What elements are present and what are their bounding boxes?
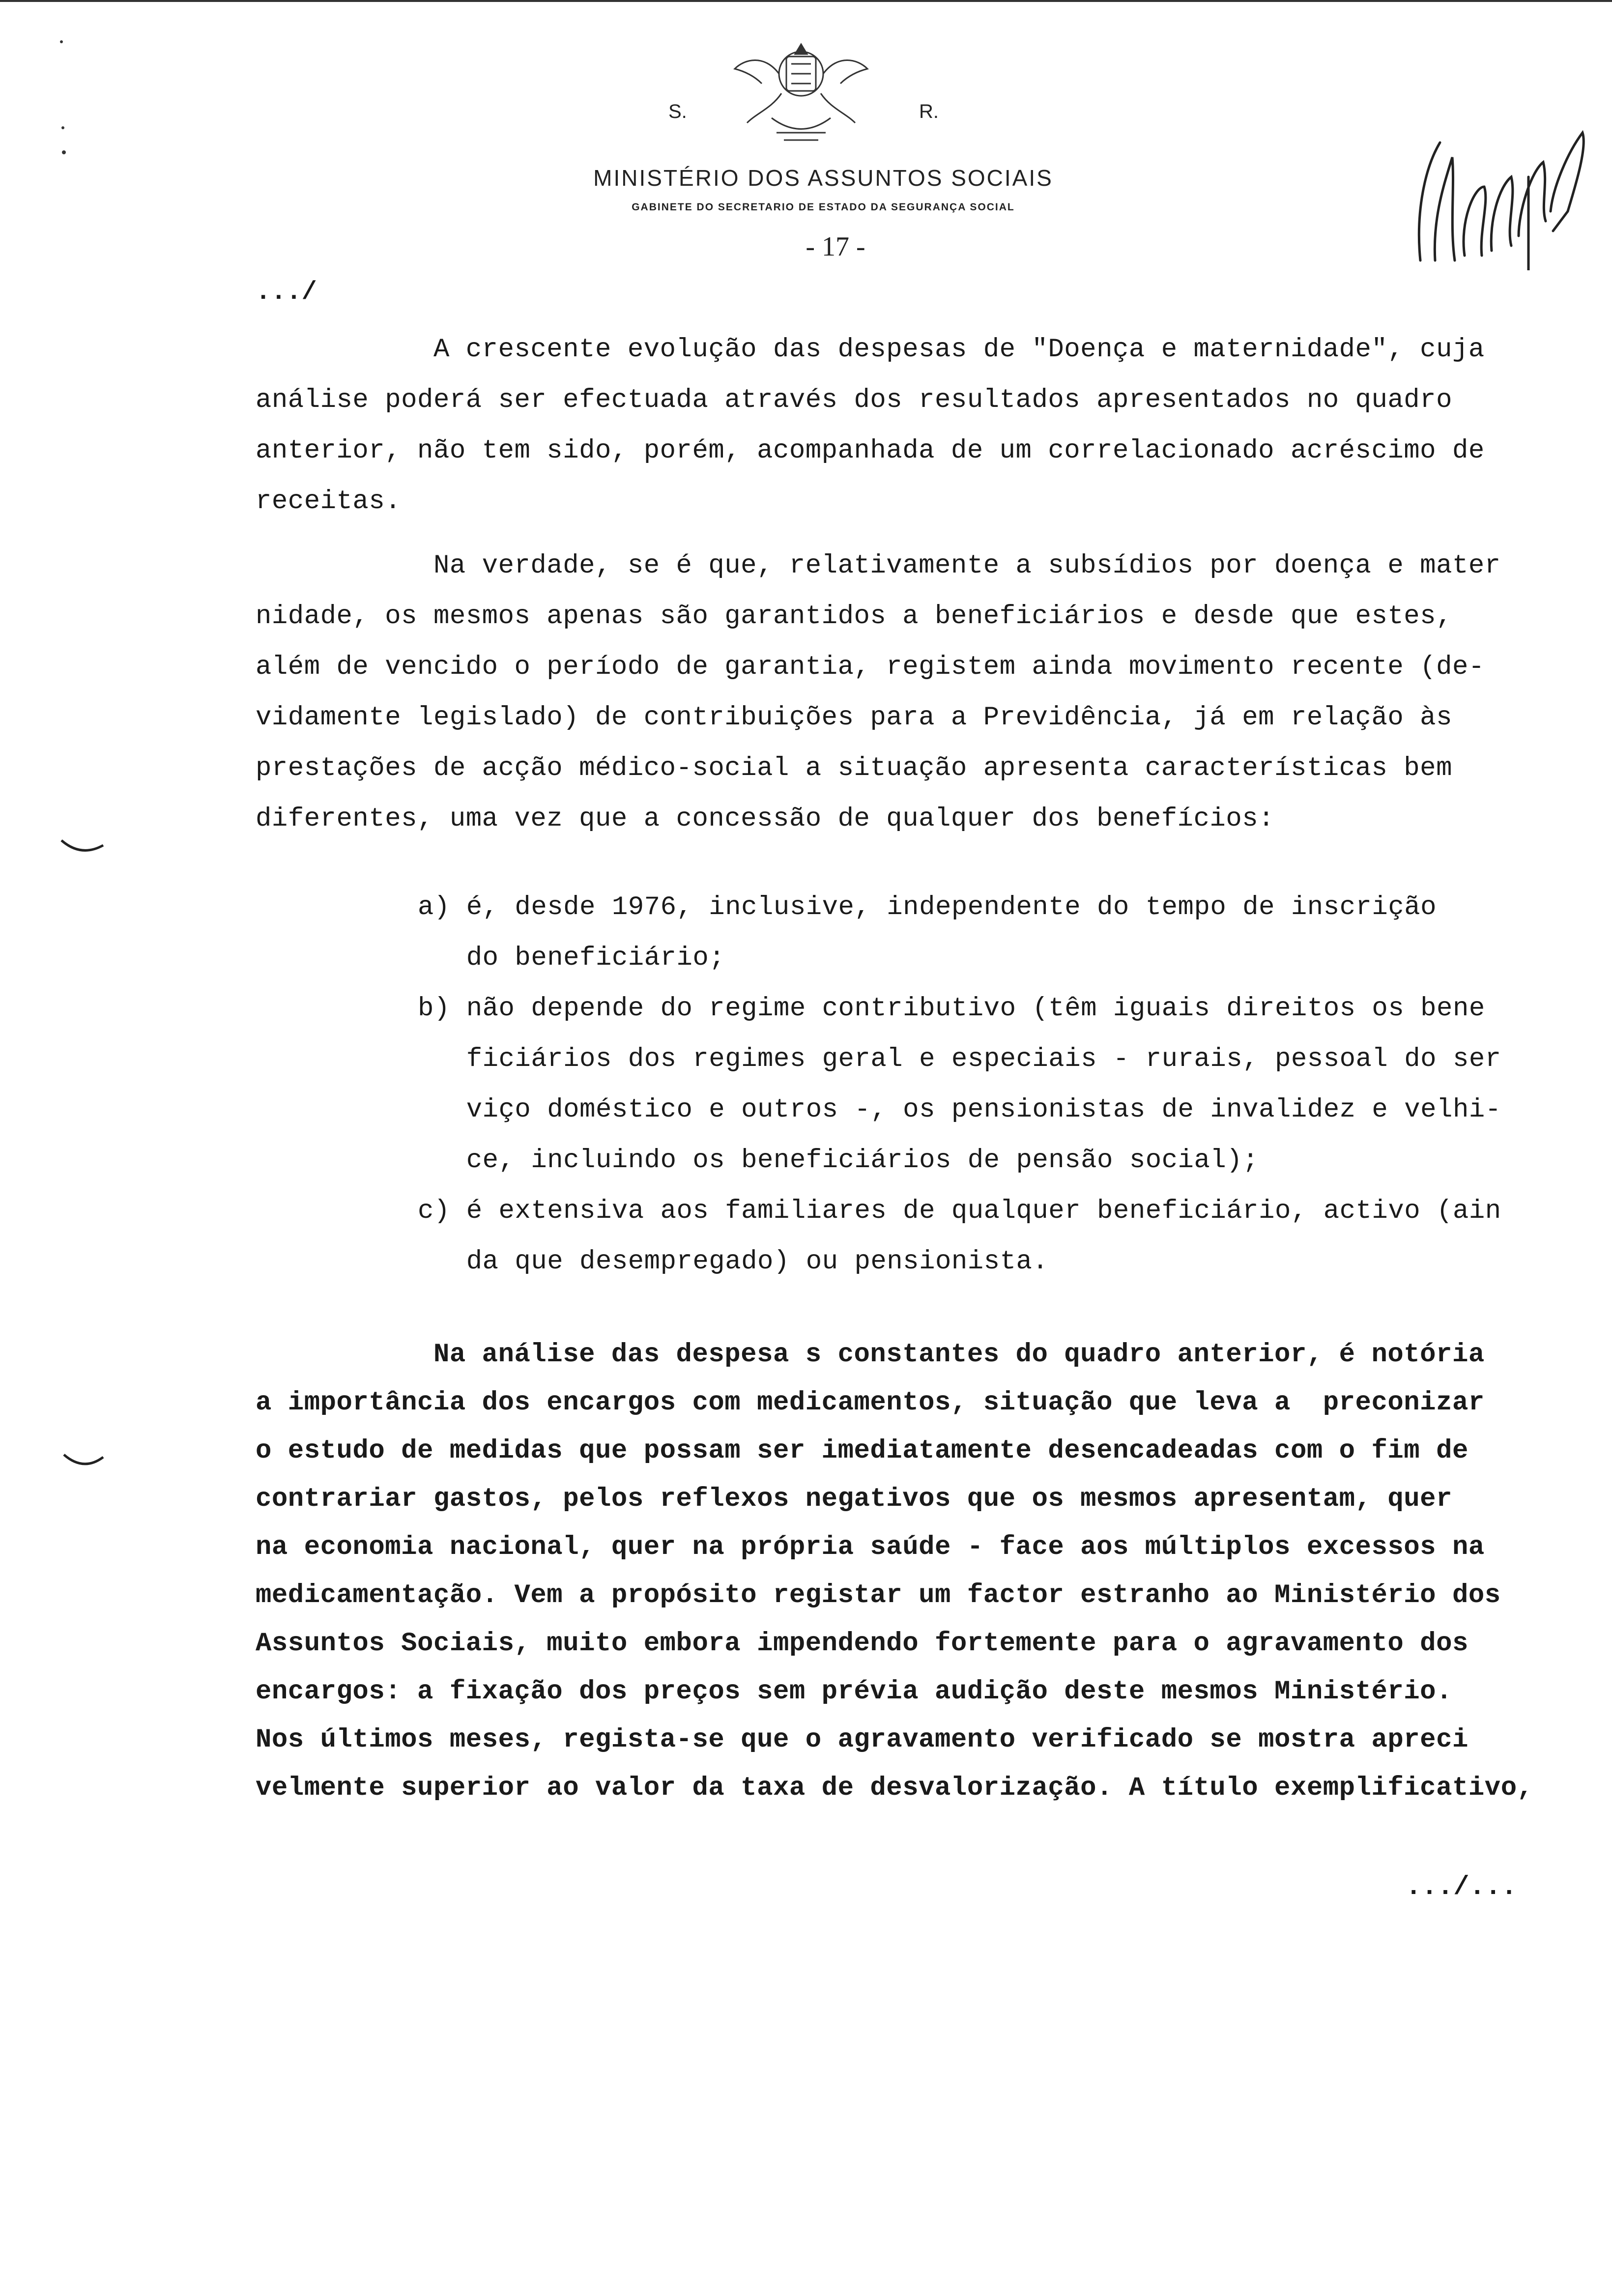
paragraph-2-line: além de vencido o período de garantia, registem ainda movimento recente (de- (256, 652, 1485, 682)
paragraph-3-line: Nos últimos meses, regista-se que o agravamento verificado se mostra apreci (256, 1725, 1468, 1755)
paragraph-3-line: a importância dos encargos com medicamentos, situação que leva a preconizar (256, 1388, 1485, 1418)
list-item-line: do beneficiário; (418, 943, 725, 973)
header-s-label: S. (668, 101, 687, 122)
list-item-line: b) não depende do regime contributivo (têm iguais direitos os bene (418, 994, 1485, 1024)
list-item-line: da que desempregado) ou pensionista. (418, 1247, 1049, 1277)
paragraph-2-line: vidamente legislado) de contribuições para a Previdência, já em relação às (256, 703, 1452, 733)
paragraph-3-line: medicamentação. Vem a propósito registar um factor estranho ao Ministério dos (256, 1580, 1501, 1610)
top-border (0, 0, 1612, 2)
paragraph-3-line: na economia nacional, quer na própria saúde - face aos múltiplos excessos na (256, 1532, 1485, 1562)
paragraph-1-line: anterior, não tem sido, porém, acompanhada de um correlacionado acréscimo de (256, 436, 1485, 466)
paragraph-2-line: Na verdade, se é que, relativamente a subsídios por doença e mater (256, 551, 1501, 581)
paragraph-2-line: nidade, os mesmos apenas são garantidos a beneficiários e desde que estes, (256, 602, 1452, 631)
margin-hole-mark-lower (61, 1445, 115, 1474)
paragraph-3-line: encargos: a fixação dos preços sem prévia audição deste mesmos Ministério. (256, 1677, 1452, 1707)
list-item-line: c) é extensiva aos familiares de qualquer beneficiário, activo (ain (418, 1196, 1501, 1226)
paragraph-2-line: diferentes, uma vez que a concessão de qualquer dos benefícios: (256, 804, 1275, 834)
page-continues-mark: .../... (1406, 1872, 1517, 1902)
paragraph-2-line: prestações de acção médico-social a situação apresenta características bem (256, 753, 1452, 783)
list-item-line: ce, incluindo os beneficiários de pensão social); (418, 1146, 1259, 1176)
gabinete-subtitle: GABINETE DO SECRETARIO DE ESTADO DA SEGURANÇA SOCIAL (632, 201, 1015, 213)
margin-hole-mark-upper (59, 831, 108, 860)
page-number: - 17 - (806, 231, 865, 262)
paragraph-3-line: Na análise das despesa s constantes do quadro anterior, é notória (256, 1340, 1485, 1370)
paragraph-3-line: o estudo de medidas que possam ser imediatamente desencadeadas com o fim de (256, 1436, 1468, 1466)
paragraph-1-line: A crescente evolução das despesas de "Doença e maternidade", cuja (256, 335, 1485, 365)
header-r-label: R. (919, 101, 939, 122)
paragraph-3-line: Assuntos Sociais, muito embora impendendo fortemente para o agravamento dos (256, 1629, 1468, 1659)
list-item-line: ficiários dos regimes geral e especiais - rurais, pessoal do ser (418, 1044, 1501, 1074)
continuation-mark: .../ (256, 278, 317, 307)
margin-specks (59, 39, 69, 187)
paragraph-3-line: contrariar gastos, pelos reflexos negativos que os mesmos apresentam, quer (256, 1484, 1452, 1514)
paragraph-1-line: análise poderá ser efectuada através dos resultados apresentados no quadro (256, 385, 1452, 415)
coat-of-arms-icon (718, 34, 885, 152)
list-item-line: a) é, desde 1976, inclusive, independente do tempo de inscrição (418, 892, 1437, 922)
handwritten-signature (1406, 113, 1602, 270)
paragraph-3-line: velmente superior ao valor da taxa de desvalorização. A título exemplificativo, (256, 1773, 1533, 1803)
paragraph-1-line: receitas. (256, 487, 402, 517)
ministry-title: MINISTÉRIO DOS ASSUNTOS SOCIAIS (593, 165, 1053, 191)
list-item-line: viço doméstico e outros -, os pensionistas de invalidez e velhi- (418, 1095, 1501, 1125)
